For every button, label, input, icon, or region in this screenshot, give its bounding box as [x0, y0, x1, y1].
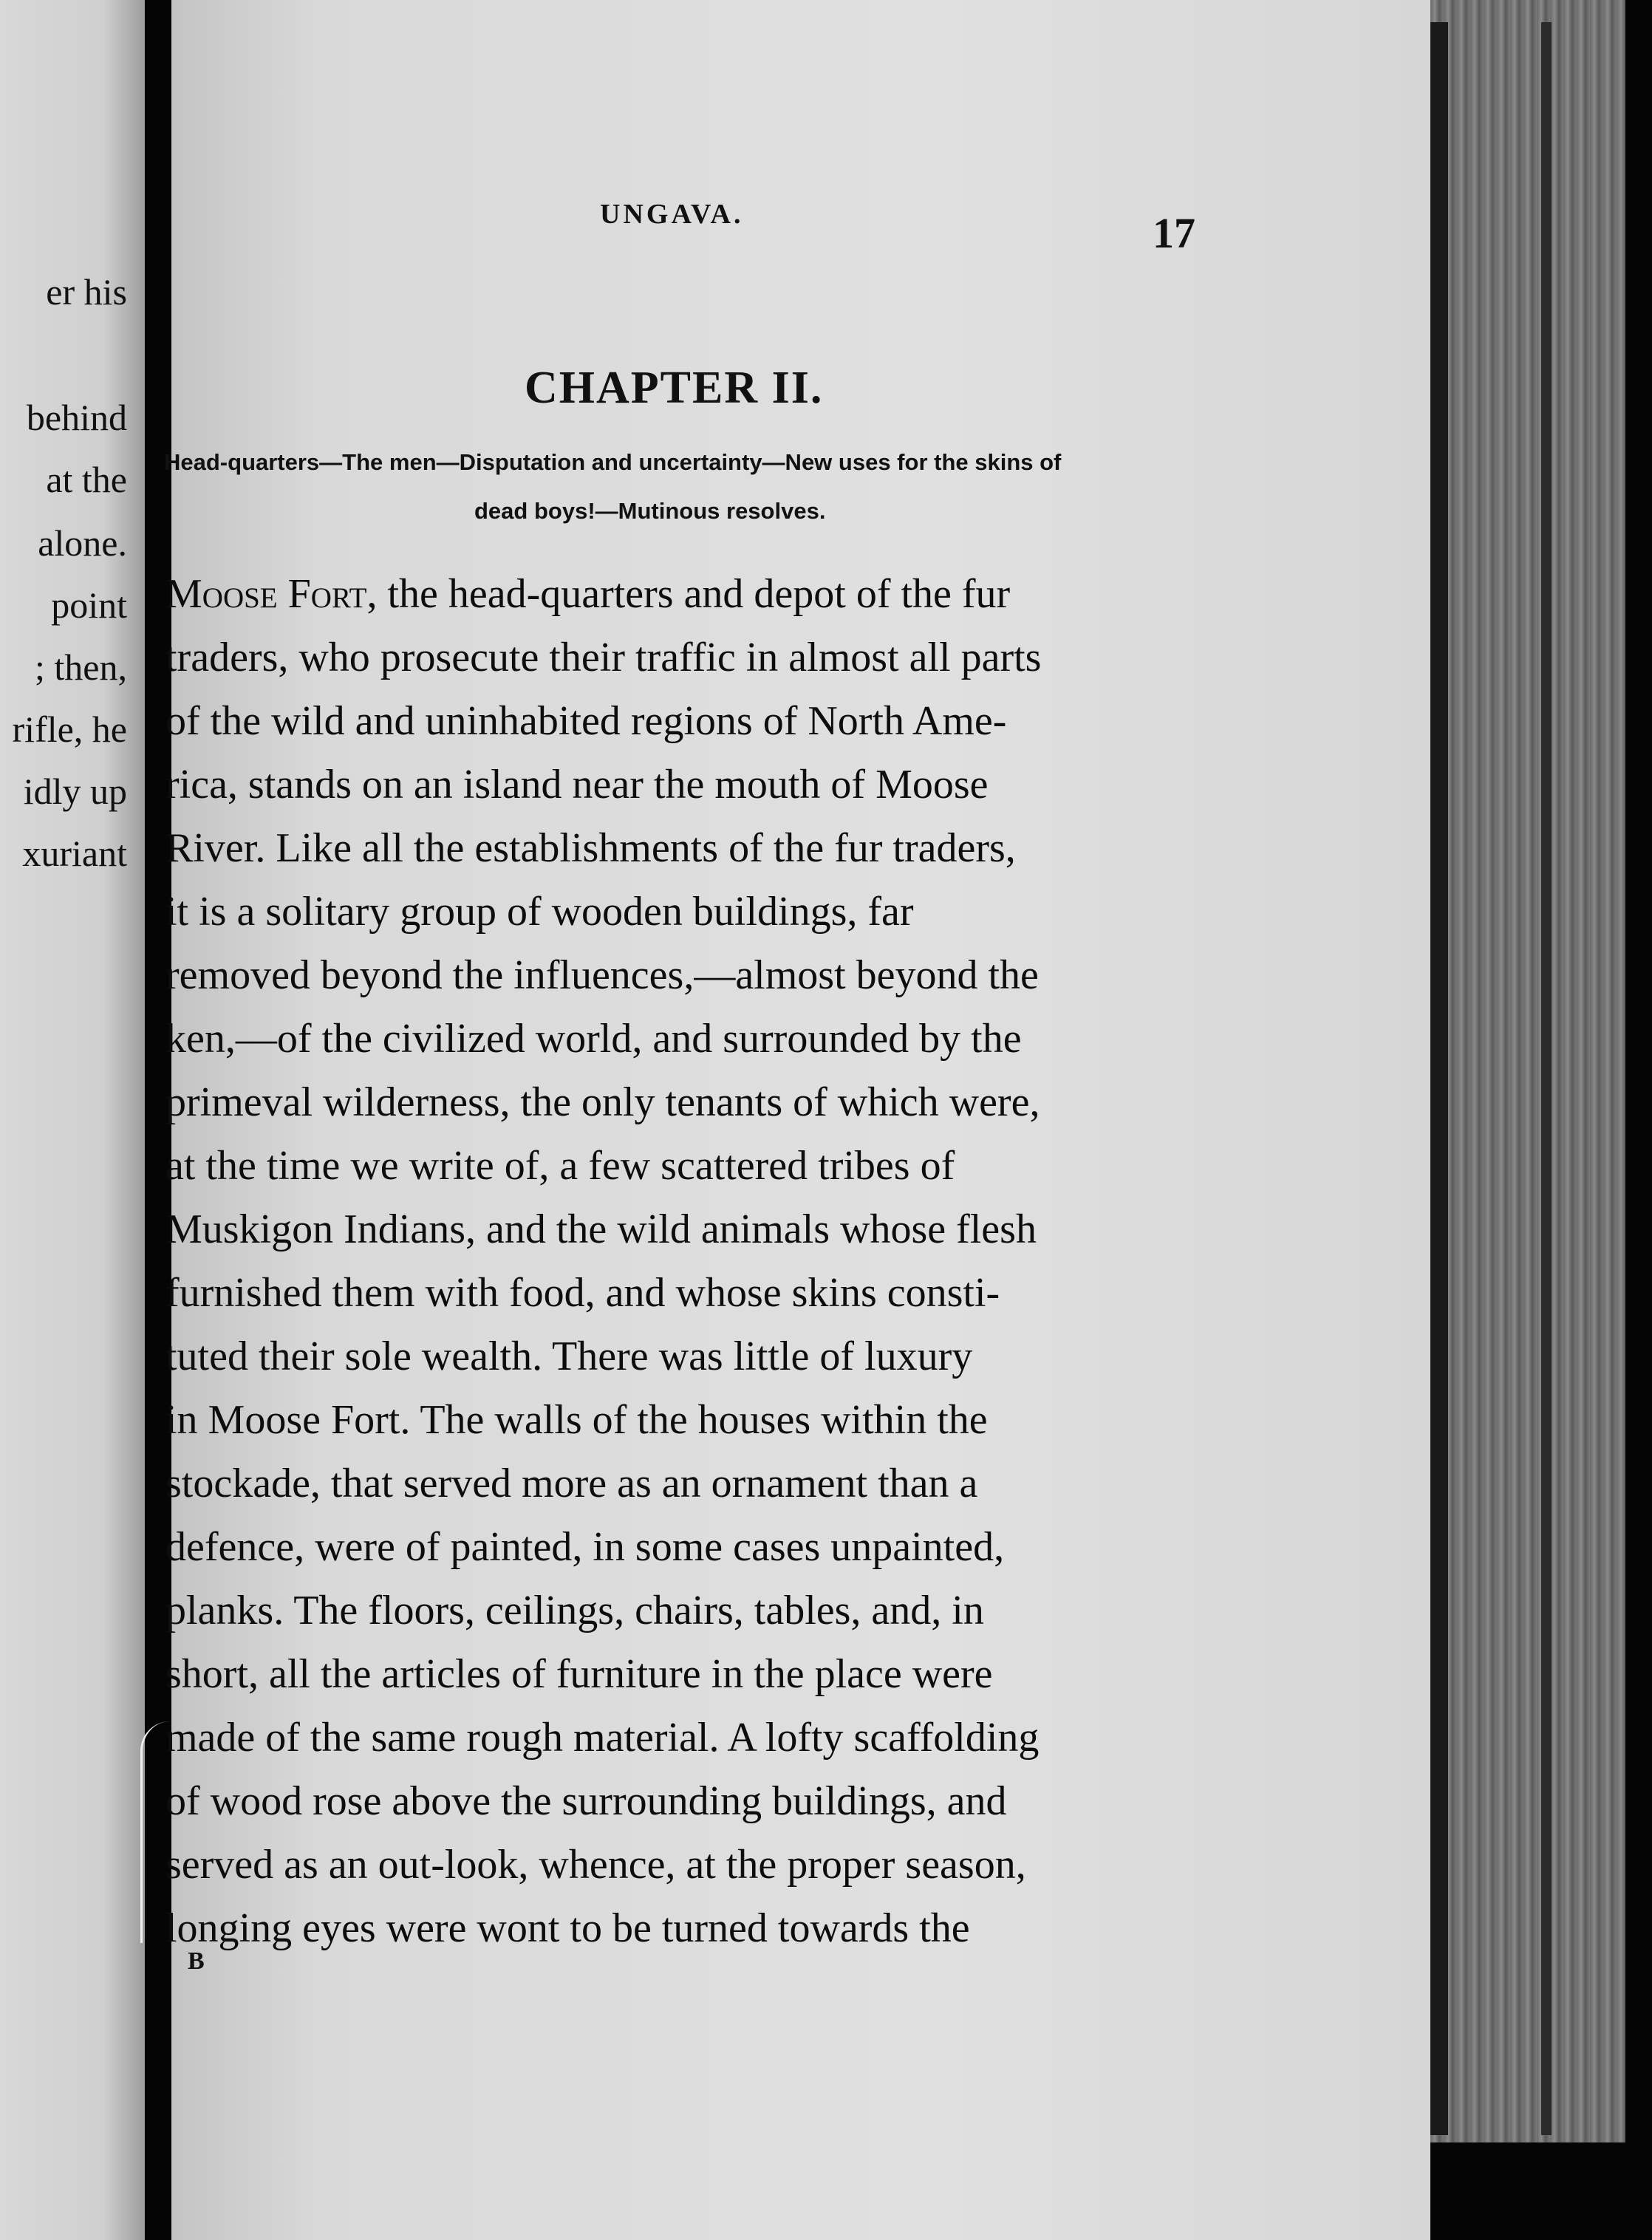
body-line: at the time we write of, a few scattered tribes of	[165, 1143, 955, 1189]
body-line: removed beyond the influences,—almost beyond the	[165, 952, 1039, 998]
body-line: of the wild and uninhabited regions of North Ame-	[165, 698, 1007, 744]
left-page-line: ; then,	[35, 646, 127, 688]
left-page-line: point	[51, 584, 127, 626]
body-line: made of the same rough material. A lofty scaffolding	[165, 1715, 1040, 1761]
chapter-summary-line: Head-quarters—The men—Disputation and uncertainty—New uses for the skins of	[164, 449, 1062, 475]
body-line: it is a solitary group of wooden buildings, far	[165, 889, 914, 935]
left-page-line: behind	[26, 397, 127, 438]
body-line: served as an out-look, whence, at the proper season,	[165, 1842, 1026, 1888]
body-line: short, all the articles of furniture in the place were	[165, 1651, 993, 1697]
left-page-line: idly up	[23, 771, 127, 812]
page-fore-edge	[1430, 0, 1652, 2240]
paper-tear	[140, 1721, 187, 1943]
body-line: furnished them with food, and whose skins consti-	[165, 1270, 1000, 1316]
chapter-title: CHAPTER II.	[525, 363, 824, 413]
edge-shadow	[1430, 22, 1448, 2135]
body-line	[165, 570, 1010, 618]
body-line: Muskigon Indians, and the wild animals whose flesh	[165, 1206, 1037, 1252]
body-line: in Moose Fort. The walls of the houses within the	[165, 1397, 988, 1443]
body-line: rica, stands on an island near the mouth of Moose	[165, 762, 989, 807]
body-line: of wood rose above the surrounding buildings, and	[165, 1778, 1007, 1824]
chapter-summary-line: dead boys!—Mutinous resolves.	[474, 498, 826, 524]
left-page	[0, 0, 148, 2240]
body-line: stockade, that served more as an ornament than a	[165, 1461, 978, 1506]
edge-shadow	[1541, 22, 1552, 2135]
body-line: primeval wilderness, the only tenants of which were,	[165, 1079, 1040, 1125]
left-page-line: xuriant	[22, 833, 127, 874]
first-line-rest: , the head-quarters and depot of the fur	[366, 571, 1011, 617]
left-page-line: alone.	[38, 522, 127, 564]
page-number: 17	[1153, 209, 1195, 257]
body-line: planks. The floors, ceilings, chairs, tables, and, in	[165, 1588, 984, 1633]
signature-mark: B	[188, 1947, 205, 1975]
body-line: longing eyes were wont to be turned towards the	[165, 1905, 970, 1951]
running-head: UNGAVA.	[600, 199, 744, 230]
left-page-line: rifle, he	[12, 708, 127, 750]
body-line: ken,—of the civilized world, and surrounded by the	[165, 1016, 1022, 1062]
body-line: River. Like all the establishments of the fur traders,	[165, 825, 1016, 871]
body-line: defence, were of painted, in some cases unpainted,	[165, 1524, 1005, 1570]
scan-border	[1430, 2142, 1652, 2240]
left-page-line: er his	[46, 271, 127, 313]
left-page-line: at the	[46, 459, 127, 500]
body-line: tuted their sole wealth. There was little of luxury	[165, 1334, 973, 1379]
opening-words: Moose Fort	[165, 571, 367, 617]
right-page	[164, 0, 1430, 2240]
scan-border	[1625, 0, 1652, 2240]
body-line: traders, who prosecute their traffic in almost all parts	[165, 635, 1042, 680]
